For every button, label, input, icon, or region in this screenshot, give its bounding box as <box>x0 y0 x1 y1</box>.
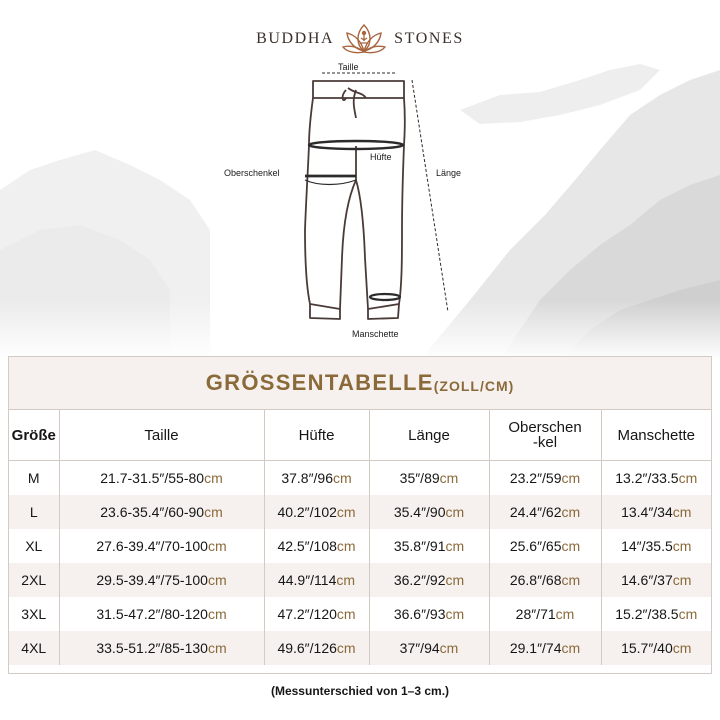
measurement-footnote: (Messunterschied von 1–3 cm.) <box>270 684 450 698</box>
size-label-cell: 4XL <box>9 631 59 665</box>
size-chart-title: GRÖSSENTABELLE <box>205 370 434 395</box>
size-table-row <box>9 529 711 563</box>
header-groesse <box>9 410 59 461</box>
unit-cm: cm <box>207 640 227 656</box>
unit-cm: cm <box>204 504 223 520</box>
unit-cm: cm <box>207 606 227 622</box>
header-taille <box>59 410 264 461</box>
measurement-cell: 35.8″/91cm <box>369 529 489 563</box>
measurement-cell: 36.2″/92cm <box>369 563 489 597</box>
diagram-label-taille: Taille <box>338 62 359 72</box>
unit-cm: cm <box>561 572 581 588</box>
unit-cm: cm <box>672 572 692 588</box>
column-header-text: Manschette <box>617 426 696 444</box>
column-header-text: Taille <box>144 426 179 444</box>
measurement-cell: 23.6-35.4″/60-90cm <box>59 495 264 529</box>
diagram-label-laenge: Länge <box>436 168 462 178</box>
measurement-cell: 26.8″/68cm <box>489 563 601 597</box>
pants-outline <box>305 98 405 309</box>
size-table-row <box>9 631 711 665</box>
size-table-header-row <box>9 410 711 461</box>
measurement-cell: 33.5-51.2″/85-130cm <box>59 631 264 665</box>
unit-cm: cm <box>204 470 223 486</box>
brand-name-right: STONES <box>394 30 464 47</box>
unit-cm: cm <box>561 504 581 520</box>
size-label-cell: XL <box>9 529 59 563</box>
unit-cm: cm <box>207 572 227 588</box>
measurement-cell: 23.2″/59cm <box>489 461 601 496</box>
diagram-label-manschette: Manschette <box>352 329 399 339</box>
unit-cm: cm <box>561 470 581 486</box>
brand-name-left: BUDDHA <box>256 30 335 47</box>
unit-cm: cm <box>561 538 581 554</box>
header-oberschenkel <box>489 410 601 461</box>
size-chart <box>8 356 712 674</box>
column-header-text: Hüfte <box>298 426 335 444</box>
size-table-row <box>9 461 711 496</box>
unit-cm: cm <box>678 470 698 486</box>
column-header-text: Länge <box>408 426 450 444</box>
diagram-label-huefte: Hüfte <box>370 152 392 162</box>
measurement-cell: 42.5″/108cm <box>264 529 369 563</box>
unit-cm: cm <box>445 606 465 622</box>
measurement-cell: 15.7″/40cm <box>601 631 711 665</box>
size-table <box>9 410 711 665</box>
unit-cm: cm <box>555 606 575 622</box>
column-header-text: Oberschen <box>508 419 582 436</box>
unit-cm: cm <box>561 640 581 656</box>
measurement-cell: 29.5-39.4″/75-100cm <box>59 563 264 597</box>
column-header-text: Größe <box>11 426 56 444</box>
header-laenge <box>369 410 489 461</box>
measurement-cell: 31.5-47.2″/80-120cm <box>59 597 264 631</box>
measurement-cell: 28″/71cm <box>489 597 601 631</box>
unit-cm: cm <box>445 572 465 588</box>
measurement-cell: 24.4″/62cm <box>489 495 601 529</box>
measurement-cell: 13.2″/33.5cm <box>601 461 711 496</box>
measurement-cell: 14.6″/37cm <box>601 563 711 597</box>
size-label-cell: L <box>9 495 59 529</box>
unit-cm: cm <box>672 640 692 656</box>
unit-cm: cm <box>333 470 352 486</box>
measurement-cell: 36.6″/93cm <box>369 597 489 631</box>
measurement-cell: 47.2″/120cm <box>264 597 369 631</box>
measurement-cell: 35″/89cm <box>369 461 489 496</box>
measurement-cell: 13.4″/34cm <box>601 495 711 529</box>
diagram-label-oberschenkel: Oberschenkel <box>224 168 280 178</box>
unit-cm: cm <box>207 538 227 554</box>
unit-cm: cm <box>439 470 459 486</box>
unit-cm: cm <box>445 504 465 520</box>
pants-waistband <box>313 81 404 98</box>
header-manschette <box>601 410 711 461</box>
measurement-cell: 40.2″/102cm <box>264 495 369 529</box>
column-header-text: -kel <box>532 434 558 451</box>
header-huefte <box>264 410 369 461</box>
size-chart-unit: (ZOLL/CM) <box>433 378 515 394</box>
unit-cm: cm <box>672 538 692 554</box>
size-label-cell: M <box>9 461 59 496</box>
size-label-cell: 3XL <box>9 597 59 631</box>
measurement-cell: 27.6-39.4″/70-100cm <box>59 529 264 563</box>
measurement-cell: 35.4″/90cm <box>369 495 489 529</box>
measurement-cell: 14″/35.5cm <box>601 529 711 563</box>
measurement-cell: 15.2″/38.5cm <box>601 597 711 631</box>
unit-cm: cm <box>439 640 459 656</box>
unit-cm: cm <box>336 606 356 622</box>
unit-cm: cm <box>678 606 698 622</box>
unit-cm: cm <box>336 640 356 656</box>
measurement-cell: 25.6″/65cm <box>489 529 601 563</box>
measurement-cell: 37″/94cm <box>369 631 489 665</box>
unit-cm: cm <box>445 538 465 554</box>
size-table-row <box>9 597 711 631</box>
size-chart-title-band <box>9 357 711 410</box>
measurement-cell: 37.8″/96cm <box>264 461 369 496</box>
unit-cm: cm <box>336 572 356 588</box>
size-label-cell: 2XL <box>9 563 59 597</box>
unit-cm: cm <box>672 504 692 520</box>
size-table-row <box>9 563 711 597</box>
measurement-cell: 49.6″/126cm <box>264 631 369 665</box>
size-table-row <box>9 495 711 529</box>
unit-cm: cm <box>336 504 356 520</box>
measurement-cell: 29.1″/74cm <box>489 631 601 665</box>
measurement-cell: 21.7-31.5″/55-80cm <box>59 461 264 496</box>
unit-cm: cm <box>336 538 356 554</box>
measurement-cell: 44.9″/114cm <box>264 563 369 597</box>
